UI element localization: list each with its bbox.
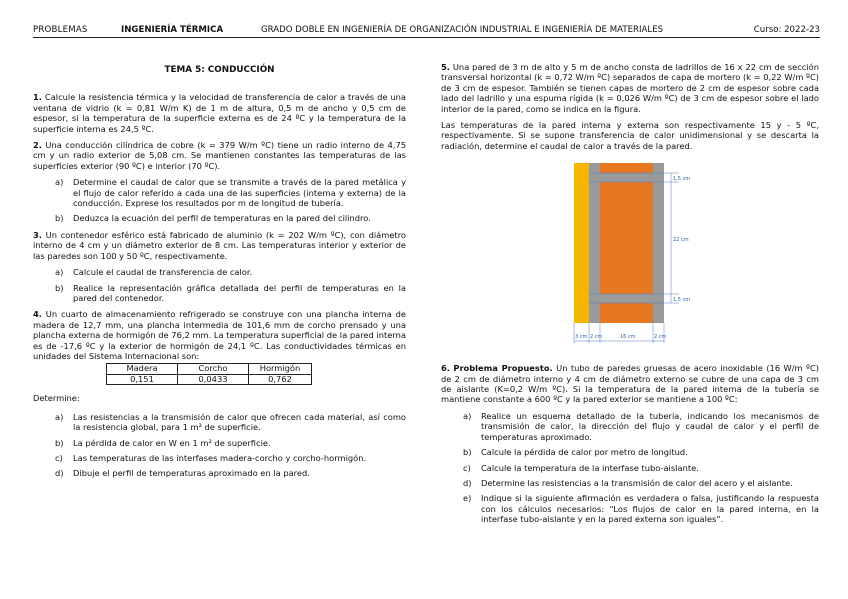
dim-bottom-2: 2 cm bbox=[590, 334, 603, 341]
list-item: d) Determine las resistencias a la transmisión de calor del acero y el aislante. bbox=[463, 477, 793, 488]
list-item: a) Calcule el caudal de transferencia de calor. bbox=[55, 267, 253, 278]
list-item: c) Calcule la temperatura de la interfase tubo-aislante. bbox=[463, 462, 699, 473]
brick bbox=[600, 182, 653, 294]
list-item: b) Realice la representación gráfica detallada del perfil de temperaturas en la pared del contenedor. bbox=[55, 282, 406, 303]
problem-6: 6. Problema Propuesto. Un tubo de paredes gruesas de acero inoxidable (16 W/m ºC) de 2 cm de diámetro interno y 4 cm de diámetro externo se cubre de una capa de 3 cm de aislante (K=0,2 W/m ºC). Si la temperatura de la pared interna de la tubería se mantiene constante a 600 ºC y la pared exterior se mantiene a 100 ºC: bbox=[441, 363, 819, 405]
dim-bottom-3: 16 cm bbox=[620, 334, 636, 341]
dim-right-1: 1,5 cm bbox=[673, 176, 691, 183]
list-item: d) Dibuje el perfil de temperaturas aproximado en la pared. bbox=[55, 468, 310, 479]
list-item: b) Deduzca la ecuación del perfil de temperaturas en la pared del cilindro. bbox=[55, 213, 371, 224]
determine-label: Determine: bbox=[33, 393, 80, 404]
table-row: Madera Corcho Hormigón bbox=[107, 364, 312, 375]
dim-right-3: 1,5 cm bbox=[673, 297, 691, 304]
problem-1: 1. Calcule la resistencia térmica y la velocidad de transferencia de calor a través de una ventana de vidrio (k = 0,81 W/m K) de 1 m de altura, 0,5 m de ancho y 0,5 cm de espesor, si la temperatura de la superficie externa es de 24 ºC y la temperatura de la superficie interna es 24,5 ºC. bbox=[33, 92, 407, 134]
table-row: 0,151 0,0433 0,762 bbox=[107, 374, 312, 385]
right-column bbox=[441, 62, 819, 531]
list-item: b) Calcule la pérdida de calor por metro de longitud. bbox=[463, 447, 688, 458]
conductivity-table bbox=[106, 363, 312, 385]
page-header bbox=[33, 25, 820, 38]
problem-2-items bbox=[33, 177, 406, 224]
wall-figure bbox=[441, 163, 706, 349]
problem-2: 2. Una conducción cilíndrica de cobre (k = 379 W/m ºC) tiene un radio interno de 4,75 cm y un radio exterior de 5,08 cm. Se mantienen constantes las temperaturas de las superficies exterior (90 ºC) e interior (70 ºC). bbox=[33, 140, 406, 171]
list-item: a) Las resistencias a la transmisión de calor que ofrecen cada material, así como la resistencia global, para 1 m² de superficie. bbox=[55, 411, 406, 433]
list-item: c) Las temperaturas de las interfases madera-corcho y corcho-hormigón. bbox=[55, 452, 367, 463]
list-item: e) Indique si la siguiente afirmación es verdadera o falsa, justificando la respuesta con los cálculos necesarios: “Los flujos de calor en la pared interna, en la interfase tubo-aislante y en la pared externa son iguales”. bbox=[463, 493, 819, 525]
dim-bottom-1: 3 cm bbox=[575, 334, 588, 341]
wall-diagram bbox=[441, 163, 706, 349]
problem-4-items bbox=[33, 412, 406, 479]
header-degree: GRADO DOBLE EN INGENIERÍA DE ORGANIZACIÓN INDUSTRIAL E INGENIERÍA DE MATERIALES bbox=[261, 25, 664, 35]
header-course: Curso: 2022-23 bbox=[753, 25, 820, 35]
dim-right-2: 22 cm bbox=[673, 237, 689, 244]
problem-5-text2: Las temperaturas de la pared interna y externa son respectivamente 15 y - 5 ºC, respectivamente. Si se supone transferencia de calor unidimensional y se descarta la radiación, determine el caudal de calor a través de la pared. bbox=[441, 120, 819, 151]
problem-5: 5. Una pared de 3 m de alto y 5 m de ancho consta de ladrillos de 16 x 22 cm de sección transversal horizontal (k = 0,72 W/m ºC) separados de capa de mortero (k = 0,22 W/m ºC) de 3 cm de espesor. También se tienen capas de mortero de 2 cm de espesor sobre cada lado del ladrillo y una espuma rígida (k = 0,026 W/m ºC) de 3 cm de espesor sobre el lado interior de la pared, como se indica en la figura. bbox=[441, 62, 819, 114]
list-item: a) Determine el caudal de calor que se transmite a través de la pared metálica y el flujo de calor referido a cada una de las superficies (interna y externa) de la conducción. Exprese los resultados por m de longitud de tubería. bbox=[55, 177, 406, 209]
brick bbox=[600, 303, 653, 323]
problem-6-items bbox=[441, 411, 819, 525]
foam-layer bbox=[574, 163, 589, 323]
header-subject: INGENIERÍA TÉRMICA bbox=[121, 25, 224, 35]
page-title: TEMA 5: CONDUCCIÓN bbox=[164, 65, 275, 75]
list-item: a) Realice un esquema detallado de la tubería, indicando los mecanismos de transmisión de calor, la dirección del flujo y caudal de calor y el perfil de temperaturas aproximado. bbox=[463, 410, 819, 442]
dim-bottom-4: 2 cm bbox=[654, 334, 667, 341]
list-item: b) La pérdida de calor en W en 1 m² de superficie. bbox=[55, 437, 271, 448]
left-column bbox=[33, 62, 406, 485]
problem-3-items bbox=[33, 267, 406, 303]
problem-4: 4. Un cuarto de almacenamiento refrigerado se construye con una plancha interna de madera de 12,7 mm, una plancha intermedia de 101,6 mm de corcho prensado y una plancha externa de hormigón de 76,2 mm. La temperatura superficial de la pared interna es de -17,6 ºC y la exterior de hormigón de 24,1 ºC. Las conductividades térmicas en unidades del Sistema Internacional son: bbox=[33, 309, 406, 361]
header-problemas: PROBLEMAS bbox=[33, 25, 88, 35]
brick bbox=[600, 163, 653, 173]
problem-3: 3. Un contenedor esférico está fabricado de aluminio (k = 202 W/m ºC), con diámetro interno de 4 cm y un diámetro exterior de 8 cm. Las temperaturas interior y exterior de las paredes son 100 y 50 ºC, respectivamente. bbox=[33, 229, 406, 261]
